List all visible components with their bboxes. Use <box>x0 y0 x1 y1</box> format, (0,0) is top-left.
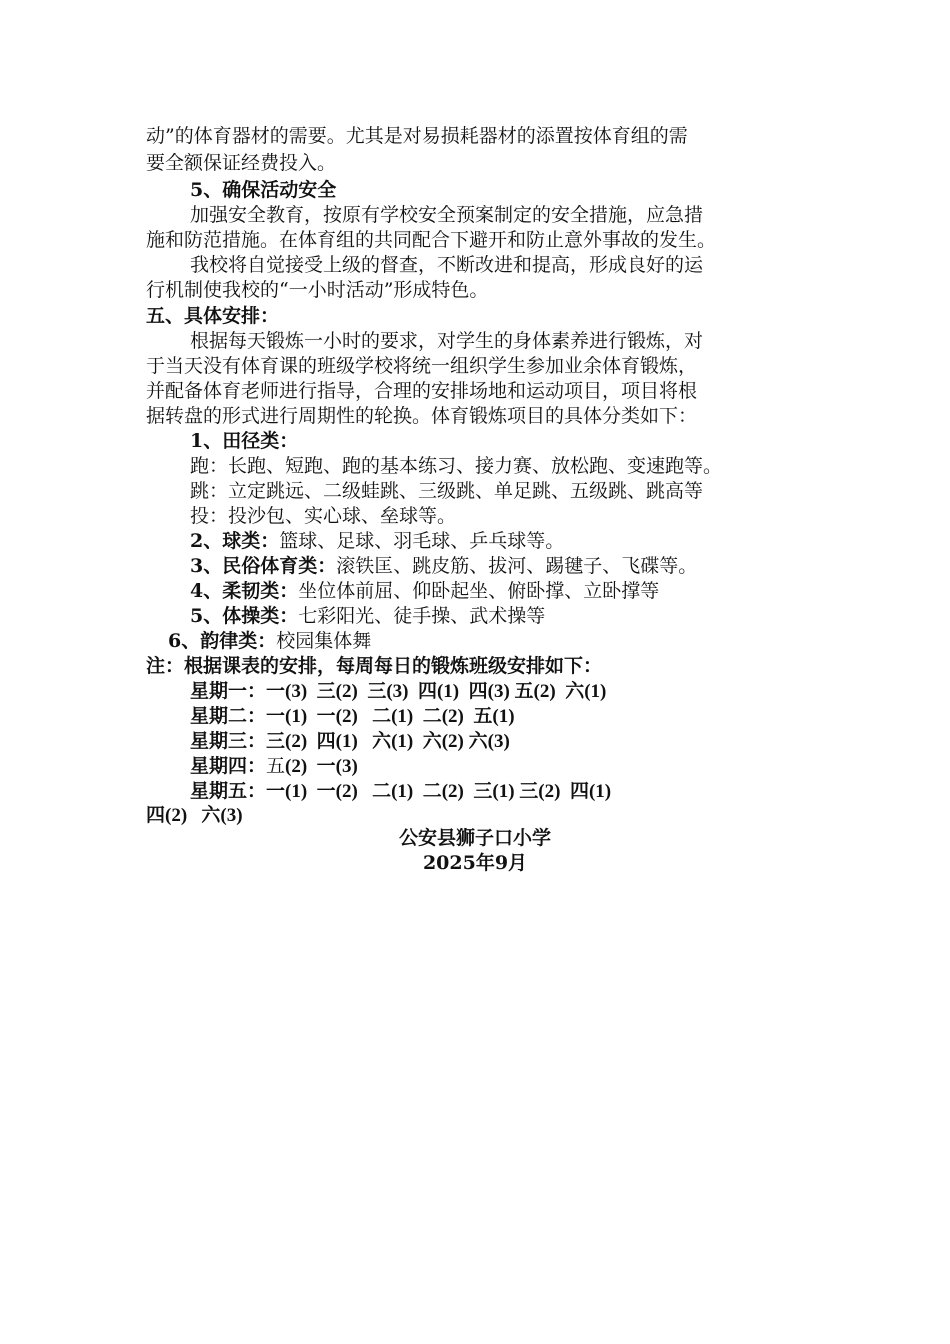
schedule-wednesday-classes: 三(2) 四(1) 六(1) 六(2) 六(3) <box>266 731 510 752</box>
paragraph-equipment-line2: 要全额保证经费投入。 <box>146 152 337 174</box>
category-gymnastics-text: 七彩阳光、徒手操、武术操等 <box>298 605 546 627</box>
category-jump: 跳：立定跳远、二级蛙跳、三级跳、单足跳、五级跳、跳高等 <box>190 480 704 502</box>
heading-safety: 5、确保活动安全 <box>190 179 337 201</box>
category-rhythm-text: 校园集体舞 <box>276 630 372 652</box>
paragraph-supervision-line2: 行机制使我校的“一小时活动”形成特色。 <box>146 279 489 301</box>
category-flexibility <box>190 579 659 603</box>
schedule-monday-classes: 一(3) 三(2) 三(3) 四(1) 四(3) 五(2) 六(1) <box>266 681 607 702</box>
schedule-friday-continued: 四(2) 六(3) <box>146 805 243 826</box>
paragraph-arrangement-line2: 于当天没有体育课的班级学校将统一组织学生参加业余体育锻炼， <box>146 355 698 377</box>
category-gymnastics-title: 5、体操类： <box>190 605 299 627</box>
category-track-field-title: 1、田径类： <box>190 430 299 452</box>
schedule-friday-label: 星期五： <box>190 780 267 802</box>
schedule-tuesday <box>190 704 515 729</box>
schedule-thursday-label: 星期四： <box>190 755 267 777</box>
category-ball <box>190 529 564 553</box>
schedule-thursday-classes: (2) 一(3) <box>285 756 358 777</box>
paragraph-arrangement-line3: 并配备体育老师进行指导，合理的安排场地和运动项目，项目将根 <box>146 380 698 402</box>
schedule-tuesday-classes: 一(1) 一(2) 二(1) 二(2) 五(1) <box>266 706 515 727</box>
paragraph-arrangement-line4: 据转盘的形式进行周期性的轮换。体育锻炼项目的具体分类如下： <box>146 405 698 427</box>
category-rhythm-title: 6、韵律类： <box>168 630 277 652</box>
schedule-tuesday-label: 星期二： <box>190 705 267 727</box>
schedule-friday-classes: 一(1) 一(2) 二(1) 二(2) 三(1) 三(2) 四(1) <box>266 781 612 802</box>
heading-section-five: 五、具体安排： <box>146 305 280 327</box>
paragraph-arrangement-line1: 根据每天锻炼一小时的要求，对学生的身体素养进行锻炼，对 <box>190 330 704 352</box>
paragraph-safety-line2: 施和防范措施。在体育组的共同配合下避开和防止意外事故的发生。 <box>146 229 717 251</box>
paragraph-safety-line1: 加强安全教育，按原有学校安全预案制定的安全措施，应急措 <box>190 204 704 226</box>
category-folk-text: 滚铁匡、跳皮筋、拔河、踢毽子、飞碟等。 <box>336 555 698 577</box>
schedule-thursday <box>190 754 358 779</box>
category-rhythm <box>168 629 371 653</box>
category-gymnastics <box>190 604 545 628</box>
category-ball-text: 篮球、足球、羽毛球、乒乓球等。 <box>279 530 565 552</box>
schedule-friday <box>190 779 611 804</box>
note-title: 注：根据课表的安排，每周每日的锻炼班级安排如下： <box>146 655 603 677</box>
category-throw: 投：投沙包、实心球、垒球等。 <box>190 505 457 527</box>
paragraph-equipment-line1: 动”的体育器材的需要。尤其是对易损耗器材的添置按体育组的需 <box>146 125 688 147</box>
schedule-wednesday <box>190 729 510 754</box>
signature-date: 2025年9月 <box>422 852 528 874</box>
category-run: 跑：长跑、短跑、跑的基本练习、接力赛、放松跑、变速跑等。 <box>190 455 723 477</box>
paragraph-supervision-line1: 我校将自觉接受上级的督查，不断改进和提高，形成良好的运 <box>190 254 704 276</box>
schedule-wednesday-label: 星期三： <box>190 730 267 752</box>
schedule-monday-label: 星期一： <box>190 680 267 702</box>
category-folk <box>190 554 697 578</box>
category-flexibility-text: 坐位体前屈、仰卧起坐、俯卧撑、立卧撑等 <box>298 580 660 602</box>
category-folk-title: 3、民俗体育类： <box>190 555 337 577</box>
schedule-monday <box>190 679 606 704</box>
signature-school: 公安县狮子口小学 <box>398 827 551 849</box>
category-flexibility-title: 4、柔韧类： <box>190 580 299 602</box>
schedule-thursday-first: 五 <box>266 755 286 777</box>
category-ball-title: 2、球类： <box>190 530 280 552</box>
